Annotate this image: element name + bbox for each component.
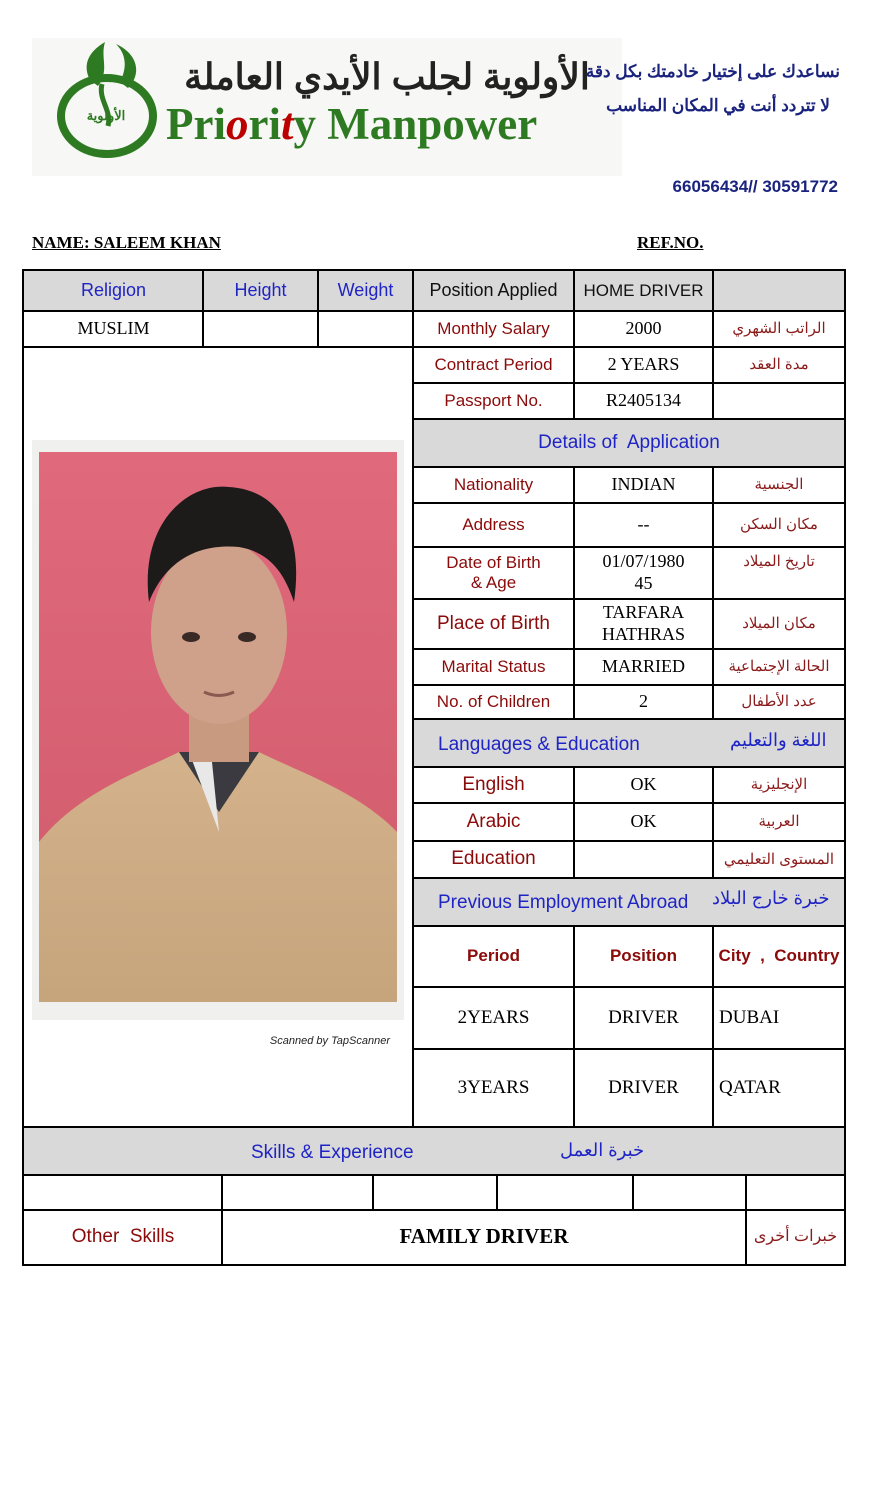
nationality-arabic: الجنسية — [754, 476, 804, 493]
prev-header-city-country: City , Country — [718, 945, 840, 965]
children-value: 2 — [639, 691, 648, 712]
skills-experience-title: Skills & Experience — [251, 1142, 414, 1163]
prev-row-1-period: 2YEARS — [457, 1006, 530, 1028]
details-of-application-title: Details of Application — [538, 431, 720, 453]
slogan-line-1: نساعدك على إختيار خادمتك بكل دقة — [585, 62, 840, 81]
religion-value: MUSLIM — [77, 318, 150, 339]
address-arabic: مكان السكن — [740, 516, 818, 533]
monthly-salary-value: 2000 — [625, 318, 662, 339]
logo-emblem-text: الأولوية — [86, 108, 126, 123]
prev-row-2-period: 3YEARS — [457, 1076, 530, 1098]
other-skills-value: FAMILY DRIVER — [399, 1224, 569, 1249]
weight-value — [318, 311, 413, 347]
dob-label: Date of Birth & Age — [446, 552, 541, 592]
position-applied-label: Position Applied — [429, 280, 558, 301]
address-value: -- — [637, 514, 650, 535]
languages-education-arabic: اللغة والتعليم — [730, 730, 827, 750]
photo-caption: Scanned by TapScanner — [269, 1035, 390, 1047]
education-value — [574, 841, 713, 878]
height-value — [203, 311, 318, 347]
logo — [32, 38, 622, 176]
contract-period-label: Contract Period — [434, 354, 553, 374]
education-arabic: المستوى التعليمي — [723, 850, 835, 868]
logo-english-name: Priority Manpower — [166, 99, 538, 149]
prev-row-2-position: DRIVER — [608, 1076, 679, 1098]
arabic-arabic: العربية — [758, 813, 800, 830]
contract-period-arabic: مدة العقد — [749, 356, 809, 373]
other-skills-label: Other Skills — [71, 1225, 175, 1247]
other-skills-arabic: خبرات أخرى — [753, 1228, 838, 1246]
prev-row-2-city: QATAR — [719, 1076, 781, 1098]
prev-row-1-position: DRIVER — [608, 1006, 679, 1028]
nationality-label: Nationality — [453, 474, 534, 494]
marital-status-arabic: الحالة الإجتماعية — [728, 658, 830, 675]
address-label: Address — [462, 514, 525, 534]
logo-emblem-icon — [50, 40, 165, 158]
place-of-birth-value: TARFARA HATHRAS — [601, 602, 685, 644]
children-label: No. of Children — [436, 691, 551, 711]
prev-header-position: Position — [609, 945, 678, 965]
prev-row-1-city: DUBAI — [719, 1006, 780, 1028]
ref-number: REF.NO. — [637, 233, 704, 252]
logo-arabic-name: الأولوية لجلب الأيدي العاملة — [184, 56, 590, 97]
passport-value: R2405134 — [605, 390, 681, 411]
weight-label: Weight — [337, 280, 394, 301]
prev-header-period: Period — [467, 945, 520, 965]
nationality-value: INDIAN — [611, 474, 676, 495]
marital-status-label: Marital Status — [441, 656, 546, 676]
candidate-name: NAME: SALEEM KHAN — [32, 233, 221, 252]
languages-education-title: Languages & Education — [438, 734, 640, 755]
dob-value: 01/07/1980 45 — [602, 551, 685, 593]
place-of-birth-label: Place of Birth — [437, 612, 550, 634]
arabic-label: Arabic — [466, 810, 521, 832]
english-arabic: الإنجليزية — [750, 776, 808, 793]
place-of-birth-arabic: مكان الميلاد — [742, 615, 816, 632]
previous-employment-title: Previous Employment Abroad — [438, 892, 689, 913]
slogan-line-2: لا تتردد أنت في المكان المناسب — [606, 96, 830, 115]
height-label: Height — [234, 280, 287, 301]
children-arabic: عدد الأطفال — [741, 693, 817, 710]
phone-number: 66056434// 30591772 — [672, 177, 838, 196]
contract-period-value: 2 YEARS — [607, 354, 680, 375]
dob-arabic: تاريخ الميلاد — [743, 553, 815, 570]
education-label: Education — [451, 848, 536, 870]
monthly-salary-label: Monthly Salary — [437, 318, 550, 338]
passport-label: Passport No. — [444, 390, 543, 410]
religion-label: Religion — [80, 280, 147, 301]
arabic-value: OK — [630, 811, 657, 832]
marital-status-value: MARRIED — [601, 656, 685, 677]
candidate-photo — [32, 440, 404, 1020]
english-label: English — [462, 773, 525, 795]
person-photo-icon — [39, 452, 397, 1002]
monthly-salary-arabic: الراتب الشهري — [732, 320, 826, 337]
english-value: OK — [630, 774, 657, 795]
skills-experience-arabic: خبرة العمل — [560, 1140, 645, 1160]
previous-employment-arabic: خبرة خارج البلاد — [712, 888, 830, 908]
position-applied-value: HOME DRIVER — [583, 280, 704, 300]
